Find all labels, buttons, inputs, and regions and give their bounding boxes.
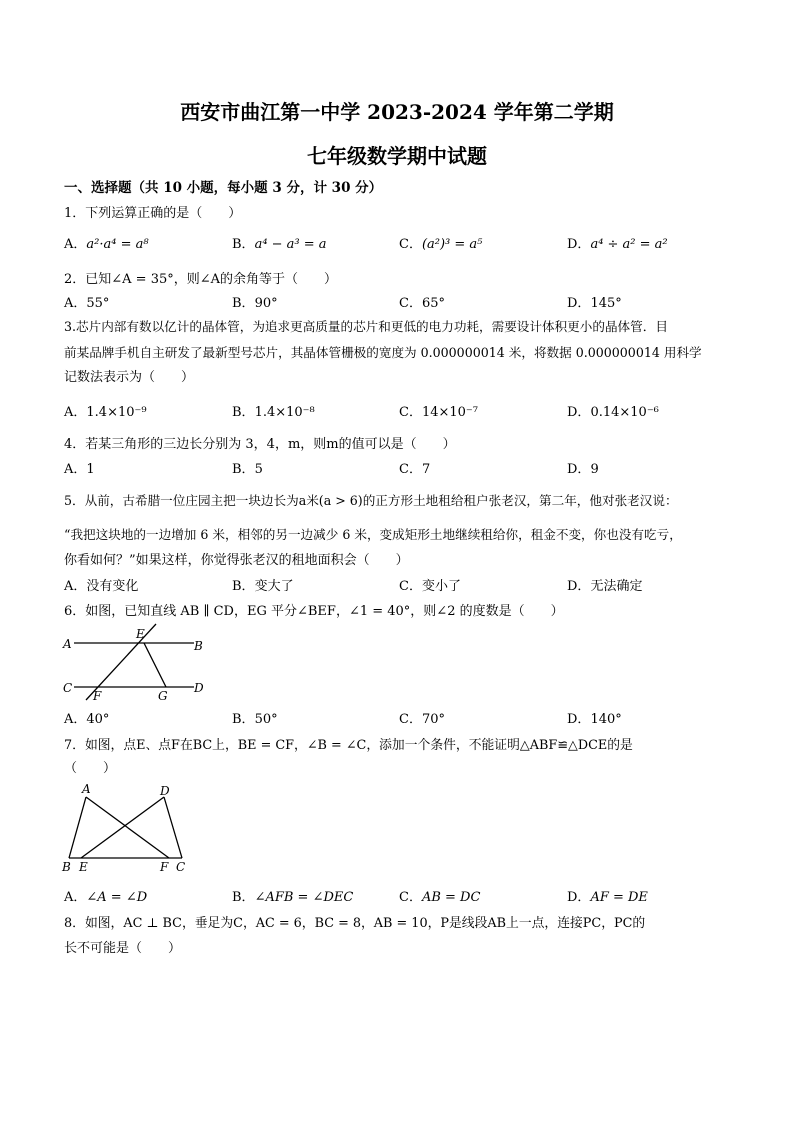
option-b: B．a⁴ − a³ = a — [232, 237, 327, 252]
question-2-stem: 2．已知∠A = 35°，则∠A的余角等于（ ） — [64, 272, 338, 287]
label-a: A — [82, 782, 91, 796]
label-c: C — [176, 860, 186, 874]
label-a: A — [63, 637, 72, 651]
question-7-stem-line2: （ ） — [64, 761, 117, 776]
option-c: C．7 — [399, 462, 431, 477]
segment-dc — [164, 797, 182, 858]
segment-de — [81, 797, 164, 858]
option-b: B．∠AFB = ∠DEC — [232, 890, 354, 905]
question-3-stem-line1: 3.芯片内部有数以亿计的晶体管，为追求更高质量的芯片和更低的电力功耗，需要设计体积更小的晶体管．目 — [64, 319, 668, 334]
option-c: C．变小了 — [399, 579, 461, 594]
option-a: A．1 — [64, 462, 95, 477]
label-c: C — [63, 681, 73, 695]
question-1-stem: 1．下列运算正确的是（ ） — [64, 206, 242, 221]
label-d: D — [194, 681, 204, 695]
triangles-figure — [60, 782, 190, 874]
question-5-stem-line2: “我把这块地的一边增加 6 米，相邻的另一边减少 6 米，变成矩形土地继续租给你，租金不变，你也没有吃亏， — [64, 527, 682, 542]
segment-ab — [69, 797, 86, 858]
option-d: D．AF = DE — [567, 890, 648, 905]
option-a: A．1.4×10⁻⁹ — [64, 405, 147, 420]
option-a: A．40° — [64, 712, 110, 727]
option-d: D．140° — [567, 712, 622, 727]
option-c: C．65° — [399, 296, 445, 311]
label-f: F — [93, 689, 102, 702]
option-d: D．无法确定 — [567, 579, 643, 594]
option-d: D．0.14×10⁻⁶ — [567, 405, 659, 420]
label-b: B — [194, 639, 203, 653]
option-a: A．没有变化 — [64, 579, 139, 594]
option-d: D．a⁴ ÷ a² = a² — [567, 237, 668, 252]
exam-subtitle: 七年级数学期中试题 — [307, 144, 487, 168]
option-d: D．9 — [567, 462, 599, 477]
option-b: B．1.4×10⁻⁸ — [232, 405, 315, 420]
option-b: B．5 — [232, 462, 263, 477]
exam-title: 西安市曲江第一中学 2023-2024 学年第二学期 — [180, 100, 614, 124]
question-3-stem-line2: 前某品牌手机自主研发了最新型号芯片，其晶体管栅极的宽度为 0.000000014 米，将数据 0.000000014 用科学 — [64, 345, 702, 360]
option-d: D．145° — [567, 296, 622, 311]
label-e: E — [136, 627, 145, 641]
option-b: B．50° — [232, 712, 278, 727]
segment-af — [86, 797, 169, 858]
bisector-eg — [144, 643, 166, 687]
option-a: A．∠A = ∠D — [64, 890, 148, 905]
question-8-stem-line1: 8．如图，AC ⊥ BC，垂足为C，AC = 6，BC = 8，AB = 10，P是线段AB上一点，连接PC，PC的 — [64, 916, 646, 931]
label-g: G — [158, 689, 168, 702]
question-5-stem-line3: 你看如何？”如果这样，你觉得张老汉的租地面积会（ ） — [64, 553, 409, 568]
parallel-lines-figure — [60, 622, 220, 702]
question-4-stem: 4．若某三角形的三边长分别为 3，4，m，则m的值可以是（ ） — [64, 437, 456, 452]
label-f: F — [160, 860, 169, 874]
option-a: A．a²·a⁴ = a⁸ — [64, 237, 149, 252]
option-b: B．变大了 — [232, 579, 294, 594]
label-e: E — [79, 860, 88, 874]
question-8-stem-line2: 长不可能是（ ） — [64, 941, 182, 956]
question-6-stem: 6．如图，已知直线 AB ∥ CD，EG 平分∠BEF，∠1 = 40°，则∠2 的度数是（ ） — [64, 604, 564, 619]
question-5-stem-line1: 5．从前，古希腊一位庄园主把一块边长为a米(a > 6)的正方形土地租给租户张老汉，第二年，他对张老汉说： — [64, 493, 678, 508]
option-a: A．55° — [64, 296, 110, 311]
option-b: B．90° — [232, 296, 278, 311]
label-d: D — [160, 784, 170, 798]
question-3-stem-line3: 记数法表示为（ ） — [64, 370, 195, 385]
option-c: C．(a²)³ = a⁵ — [399, 237, 483, 252]
option-c: C．AB = DC — [399, 890, 481, 905]
section-heading: 一、选择题（共 10 小题，每小题 3 分，计 30 分） — [64, 180, 383, 196]
label-b: B — [62, 860, 71, 874]
option-c: C．14×10⁻⁷ — [399, 405, 479, 420]
option-c: C．70° — [399, 712, 445, 727]
question-7-stem-line1: 7．如图，点E、点F在BC上，BE = CF，∠B = ∠C，添加一个条件，不能证明△ABF≌△DCE的是 — [64, 738, 633, 753]
